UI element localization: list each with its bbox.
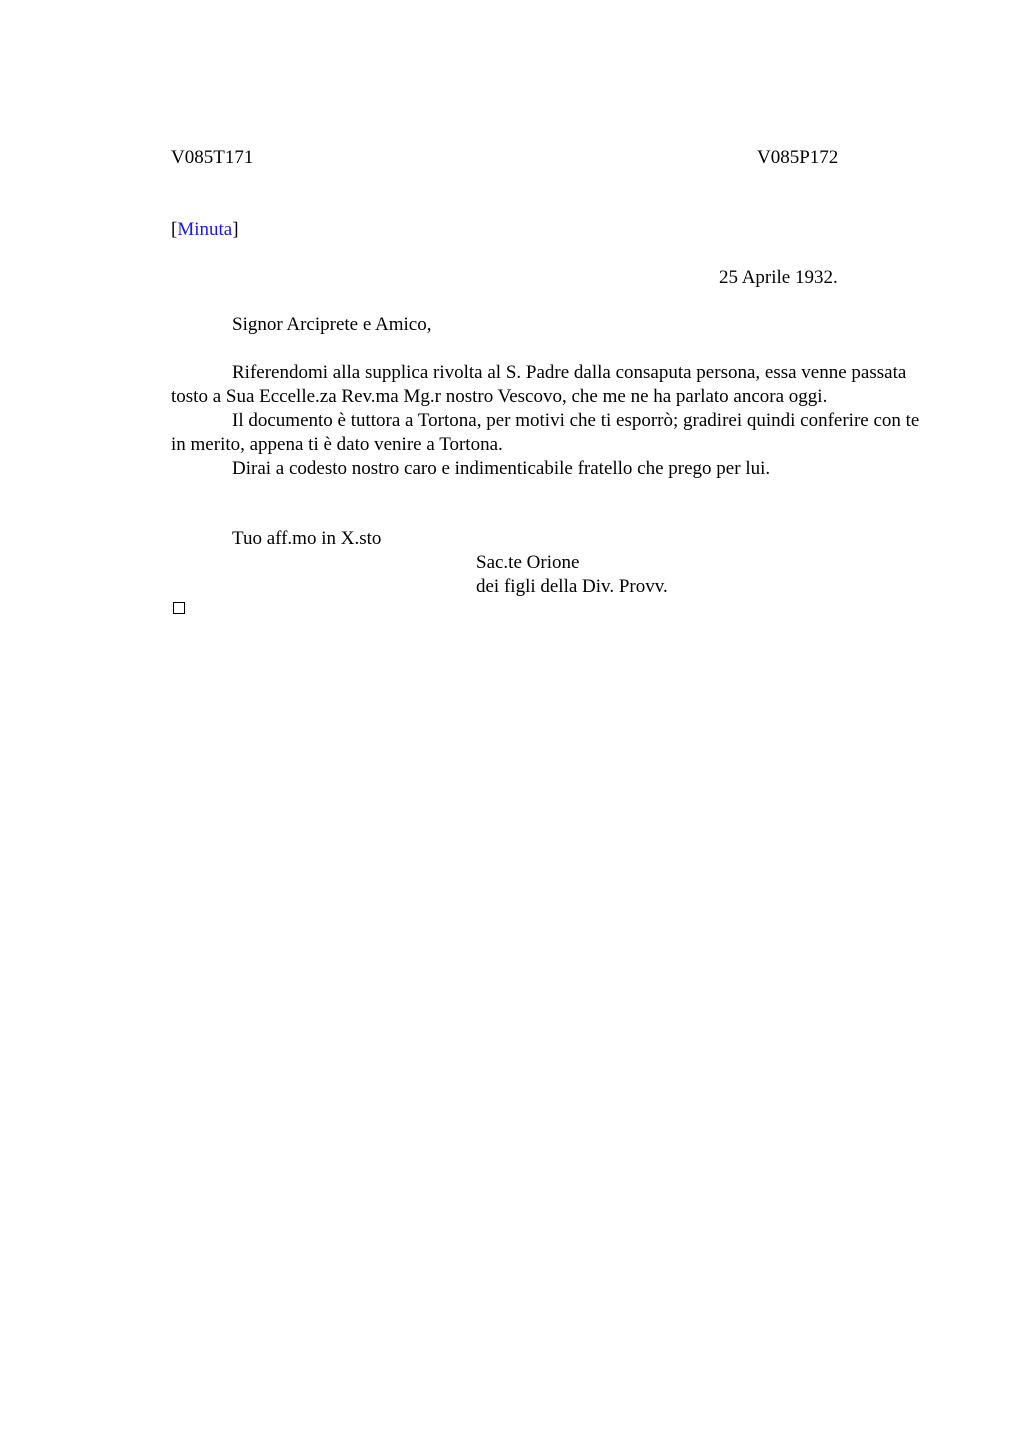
- letter-closing: Tuo aff.mo in X.sto: [232, 528, 382, 549]
- reference-code-left: V085T171: [171, 147, 254, 168]
- body-paragraph-3: Dirai a codesto nostro caro e indimenticabile fratello che prego per lui.: [232, 458, 771, 479]
- minuta-link[interactable]: Minuta: [177, 219, 233, 240]
- square-outline-icon: [173, 602, 185, 614]
- letter-body: [171, 361, 936, 481]
- signature-name: Sac.te Orione: [476, 552, 580, 573]
- letter-date: 25 Aprile 1932.: [719, 267, 838, 288]
- body-paragraph-1: Riferendomi alla supplica rivolta al S. Padre dalla consaputa persona, essa venne passata tosto a Sua Eccelle.za Rev.ma Mg.r nostro Vescovo, che me ne ha parlato ancora oggi.: [171, 362, 907, 407]
- open-bracket: [: [171, 219, 178, 240]
- signature-title: dei figli della Div. Provv.: [476, 576, 668, 597]
- body-paragraph-2: Il documento è tuttora a Tortona, per motivi che ti esporrò; gradirei quindi conferire con te in merito, appena ti è dato venire a Tortona.: [171, 410, 920, 455]
- reference-code-right: V085P172: [757, 147, 839, 168]
- minuta-note: [171, 218, 239, 242]
- letter-salutation: Signor Arciprete e Amico,: [232, 314, 432, 335]
- close-bracket: ]: [232, 219, 239, 240]
